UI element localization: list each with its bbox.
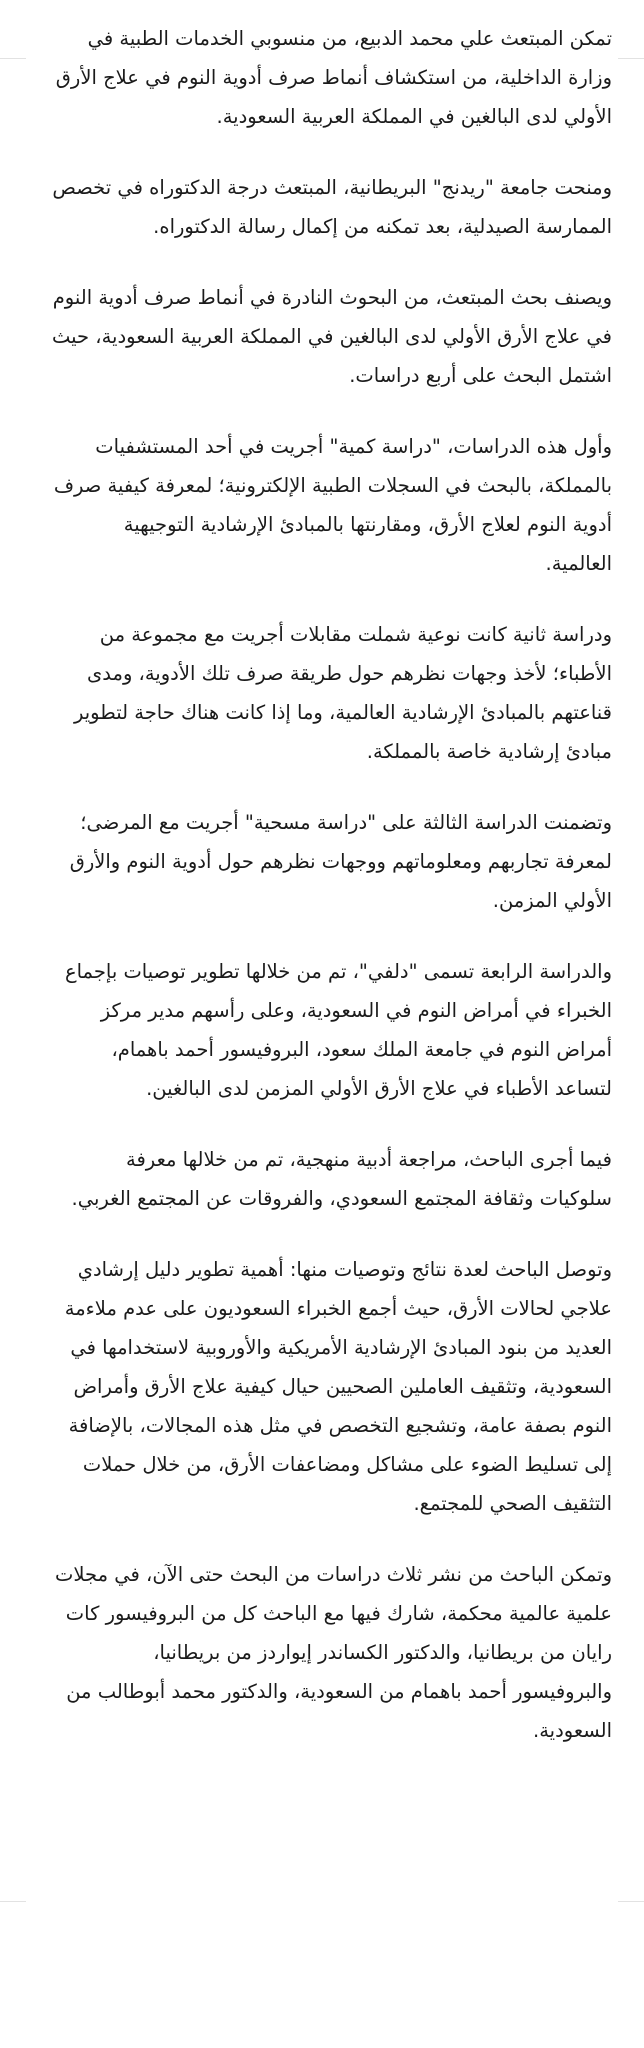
edge-divider-bottom-left <box>0 1901 26 1902</box>
edge-divider-top-right <box>618 58 644 59</box>
article-paragraph: والدراسة الرابعة تسمى "دلفي"، تم من خلالها تطوير توصيات بإجماع الخبراء في أمراض النوم في السعودية، وعلى رأسهم مدير مركز أمراض النوم في جامعة الملك سعود، البروفيسور أحمد باهمام، لتساعد الأطباء في علاج الأرق الأولي المزمن لدى البالغين. <box>64 960 612 1100</box>
article-paragraph: فيما أجرى الباحث، مراجعة أدبية منهجية، تم من خلالها معرفة سلوكيات وثقافة المجتمع السعودي، والفروقات عن المجتمع الغربي. <box>71 1148 612 1210</box>
article-paragraph: ودراسة ثانية كانت نوعية شملت مقابلات أجريت مع مجموعة من الأطباء؛ لأخذ وجهات نظرهم حول طريقة صرف تلك الأدوية، ومدى قناعتهم بالمبادئ الإرشادية العالمية، وما إذا كانت هناك حاجة لتطوير مبادئ إرشادية خاصة بالمملكة. <box>73 623 612 763</box>
article-paragraph: تمكن المبتعث علي محمد الدبيع، من منسوبي الخدمات الطبية في وزارة الداخلية، من استكشاف أنماط صرف أدوية النوم في علاج الأرق الأولي لدى البالغين في المملكة العربية السعودية. <box>55 27 612 128</box>
article-paragraph: وتوصل الباحث لعدة نتائج وتوصيات منها: أهمية تطوير دليل إرشادي علاجي لحالات الأرق، حيث أجمع الخبراء السعوديون على عدم ملاءمة العديد من بنود المبادئ الإرشادية الأمريكية والأوروبية لاستخدامها في السعودية، وتثقيف العاملين الصحيين حيال كيفية علاج الأرق وأمراض النوم بصفة عامة، وتشجيع التخصص في مثل هذه المجالات، بالإضافة إلى تسليط الضوء على مشاكل ومضاعفات الأرق، من خلال حملات التثقيف الصحي للمجتمع. <box>64 1258 612 1515</box>
edge-divider-bottom-right <box>618 1901 644 1902</box>
article-paragraph: وتمكن الباحث من نشر ثلاث دراسات من البحث حتى الآن، في مجلات علمية عالمية محكمة، شارك فيها مع الباحث كل من البروفيسور كات رايان من بريطانيا، والدكتور الكساندر إيواردز من بريطانيا، والبروفيسور أحمد باهمام من السعودية، والدكتور محمد أبوطالب من السعودية. <box>55 1563 612 1742</box>
article-body <box>52 19 612 1750</box>
edge-divider-top-left <box>0 58 26 59</box>
article-paragraph: ويصنف بحث المبتعث، من البحوث النادرة في أنماط صرف أدوية النوم في علاج الأرق الأولي لدى البالغين في المملكة العربية السعودية، حيث اشتمل البحث على أربع دراسات. <box>52 286 612 387</box>
article-paragraph: ومنحت جامعة "ريدنج" البريطانية، المبتعث درجة الدكتوراه في تخصص الممارسة الصيدلية، بعد تمكنه من إكمال رسالة الدكتوراه. <box>52 176 612 238</box>
article-paragraph: وتضمنت الدراسة الثالثة على "دراسة مسحية" أجريت مع المرضى؛ لمعرفة تجاربهم ومعلوماتهم ووجهات نظرهم حول أدوية النوم والأرق الأولي المزمن. <box>69 811 612 912</box>
article-paragraph: وأول هذه الدراسات، "دراسة كمية" أجريت في أحد المستشفيات بالمملكة، بالبحث في السجلات الطبية الإلكترونية؛ لمعرفة كيفية صرف أدوية النوم لعلاج الأرق، ومقارنتها بالمبادئ الإرشادية التوجيهية العالمية. <box>53 435 612 575</box>
